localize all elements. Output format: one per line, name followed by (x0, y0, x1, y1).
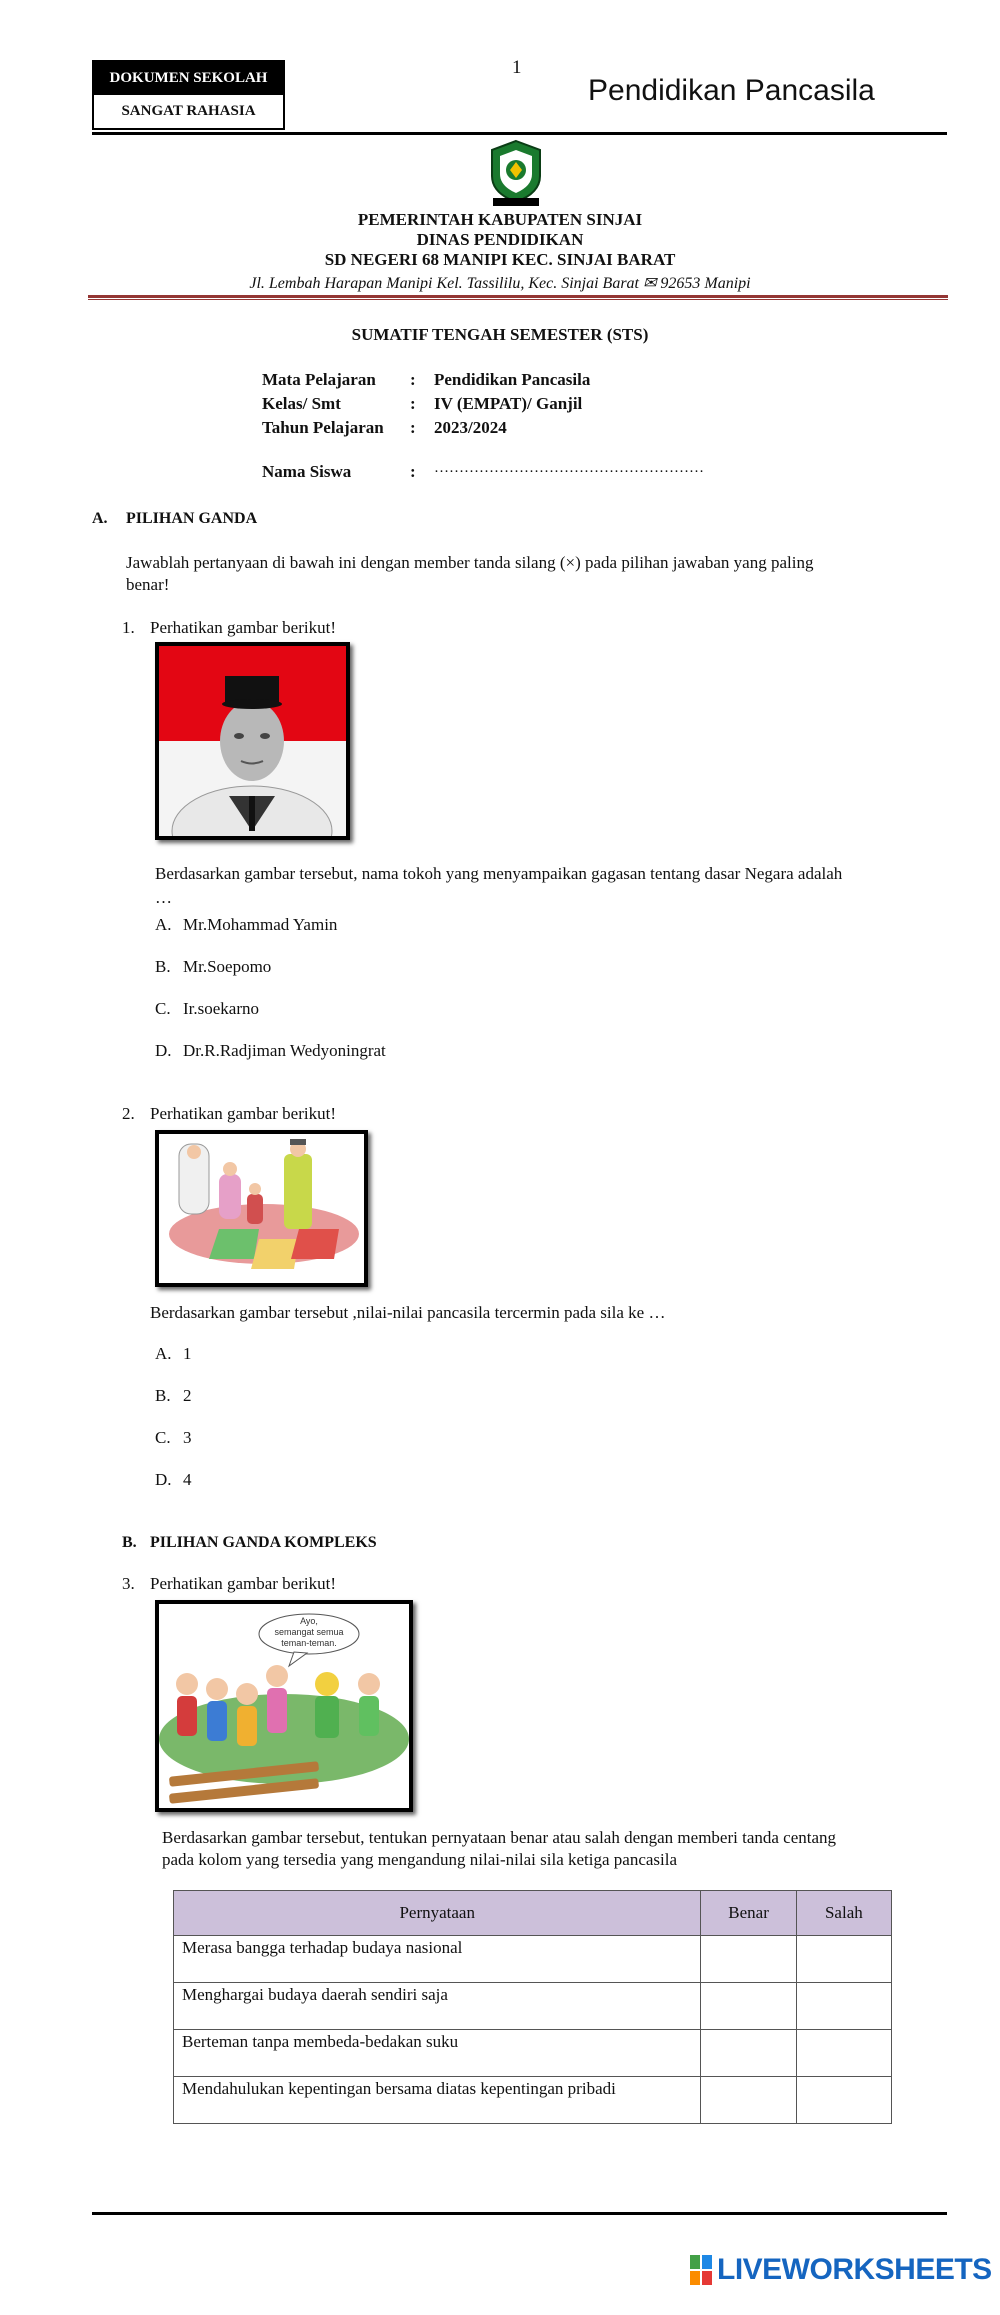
section-a-marker: A. (92, 510, 108, 527)
speech-line1: Ayo, (300, 1616, 318, 1626)
statement-table-header-row (174, 1891, 892, 1936)
q3-text-line2: pada kolom yang tersedia yang mengandung nilai-nilai sila ketiga pancasila (162, 1850, 678, 1869)
field-label-class: Kelas/ Smt (262, 394, 341, 413)
header-statement: Pernyataan (174, 1891, 701, 1936)
table-row (174, 1983, 892, 2030)
letterhead-rule (88, 295, 948, 298)
field-value-class: IV (EMPAT)/ Ganjil (434, 394, 583, 413)
q2-prompt: Perhatikan gambar berikut! (150, 1104, 336, 1123)
document-classification-box (92, 60, 285, 130)
speech-line2: semangat semua (274, 1627, 344, 1637)
student-name-label: Nama Siswa (262, 462, 352, 481)
field-label-year: Tahun Pelajaran (262, 418, 384, 437)
doc-label-bottom: SANGAT RAHASIA (121, 103, 256, 119)
q2-option-b-letter[interactable]: B. (155, 1386, 171, 1405)
speech-line3: teman-teman. (281, 1638, 337, 1648)
statement-3: Berteman tanpa membeda-bedakan suku (174, 2030, 701, 2077)
doc-label-top: DOKUMEN SEKOLAH (94, 62, 283, 95)
statement-1-false-cell[interactable] (796, 1936, 891, 1983)
school-address: Jl. Lembah Harapan Manipi Kel. Tassililu, Kec. Sinjai Barat ✉ 92653 Manipi (249, 275, 751, 292)
q2-option-c-letter[interactable]: C. (155, 1428, 171, 1447)
exam-title: SUMATIF TENGAH SEMESTER (STS) (351, 325, 649, 344)
letterhead-line2: DINAS PENDIDIKAN (416, 230, 584, 249)
statement-2-false-cell[interactable] (796, 1983, 891, 2030)
field-value-year: 2023/2024 (434, 418, 507, 437)
q1-option-c-text[interactable]: Ir.soekarno (183, 999, 260, 1018)
liveworksheets-logo-icon (690, 2255, 714, 2285)
table-row (174, 2030, 892, 2077)
school-logo-icon (483, 138, 549, 208)
q1-option-d-text[interactable]: Dr.R.Radjiman Wedyoningrat (183, 1041, 386, 1060)
header-false: Salah (796, 1891, 891, 1936)
letterhead-line1: PEMERINTAH KABUPATEN SINJAI (357, 210, 643, 229)
section-a-instruction-line1: Jawablah pertanyaan di bawah ini dengan member tanda silang (×) pada pilihan jawaban yang paling (126, 553, 814, 572)
header-true: Benar (701, 1891, 796, 1936)
q2-prayer-image (155, 1130, 368, 1287)
section-b-marker: B. (122, 1534, 137, 1551)
q1-option-b-text[interactable]: Mr.Soepomo (183, 957, 272, 976)
q1-text-line1: Berdasarkan gambar tersebut, nama tokoh yang menyampaikan gagasan tentang dasar Negara adalah (155, 864, 843, 883)
statement-4-false-cell[interactable] (796, 2077, 891, 2124)
subject-title: Pendidikan Pancasila (588, 74, 875, 107)
statement-3-false-cell[interactable] (796, 2030, 891, 2077)
statement-3-true-cell[interactable] (701, 2030, 796, 2077)
q1-option-d-letter[interactable]: D. (155, 1041, 172, 1060)
q1-option-a-letter[interactable]: A. (155, 915, 172, 934)
liveworksheets-brand-text: LIVEWORKSHEETS (717, 2253, 992, 2286)
statement-4-true-cell[interactable] (701, 2077, 796, 2124)
liveworksheets-brand[interactable] (690, 2253, 992, 2287)
student-name-colon: : (410, 462, 416, 481)
q2-text: Berdasarkan gambar tersebut ,nilai-nilai pancasila tercermin pada sila ke … (150, 1303, 666, 1322)
field-value-subject: Pendidikan Pancasila (434, 370, 591, 389)
q3-number: 3. (122, 1574, 135, 1593)
q2-option-c-text[interactable]: 3 (183, 1428, 192, 1447)
field-colon-subject: : (410, 370, 416, 389)
q2-option-a-letter[interactable]: A. (155, 1344, 172, 1363)
letterhead-rule-thin (88, 299, 948, 300)
section-a-title: PILIHAN GANDA (126, 510, 258, 527)
section-a-instruction-line2: benar! (126, 575, 170, 594)
q1-option-b-letter[interactable]: B. (155, 957, 171, 976)
statement-2: Menghargai budaya daerah sendiri saja (174, 1983, 701, 2030)
page-number: 1 (512, 57, 522, 78)
q2-number: 2. (122, 1104, 135, 1123)
field-colon-year: : (410, 418, 416, 437)
section-b-title: PILIHAN GANDA KOMPLEKS (150, 1534, 377, 1551)
statement-1: Merasa bangga terhadap budaya nasional (174, 1936, 701, 1983)
q3-text-line1: Berdasarkan gambar tersebut, tentukan pernyataan benar atau salah dengan memberi tanda centang (162, 1828, 837, 1847)
letterhead-line3: SD NEGERI 68 MANIPI KEC. SINJAI BARAT (324, 250, 676, 269)
q3-prompt: Perhatikan gambar berikut! (150, 1574, 336, 1593)
q1-option-a-text[interactable]: Mr.Mohammad Yamin (183, 915, 338, 934)
statement-1-true-cell[interactable] (701, 1936, 796, 1983)
table-row (174, 1936, 892, 1983)
q1-portrait-image (155, 642, 350, 840)
field-colon-class: : (410, 394, 416, 413)
table-row (174, 2077, 892, 2124)
q2-option-d-letter[interactable]: D. (155, 1470, 172, 1489)
q1-prompt: Perhatikan gambar berikut! (150, 618, 336, 637)
q3-children-image (155, 1600, 413, 1812)
q1-option-c-letter[interactable]: C. (155, 999, 171, 1018)
statement-table (173, 1890, 892, 2124)
q2-option-a-text[interactable]: 1 (183, 1344, 192, 1363)
q1-number: 1. (122, 618, 135, 637)
header-rule (92, 132, 947, 135)
statement-4: Mendahulukan kepentingan bersama diatas kepentingan pribadi (174, 2077, 701, 2124)
footer-rule (92, 2212, 947, 2215)
q2-option-b-text[interactable]: 2 (183, 1386, 192, 1405)
student-name-input[interactable]: ……………………………………………… (434, 460, 704, 476)
q2-option-d-text[interactable]: 4 (183, 1470, 192, 1489)
field-label-subject: Mata Pelajaran (262, 370, 376, 389)
statement-2-true-cell[interactable] (701, 1983, 796, 2030)
q1-text-line2: … (155, 888, 172, 907)
